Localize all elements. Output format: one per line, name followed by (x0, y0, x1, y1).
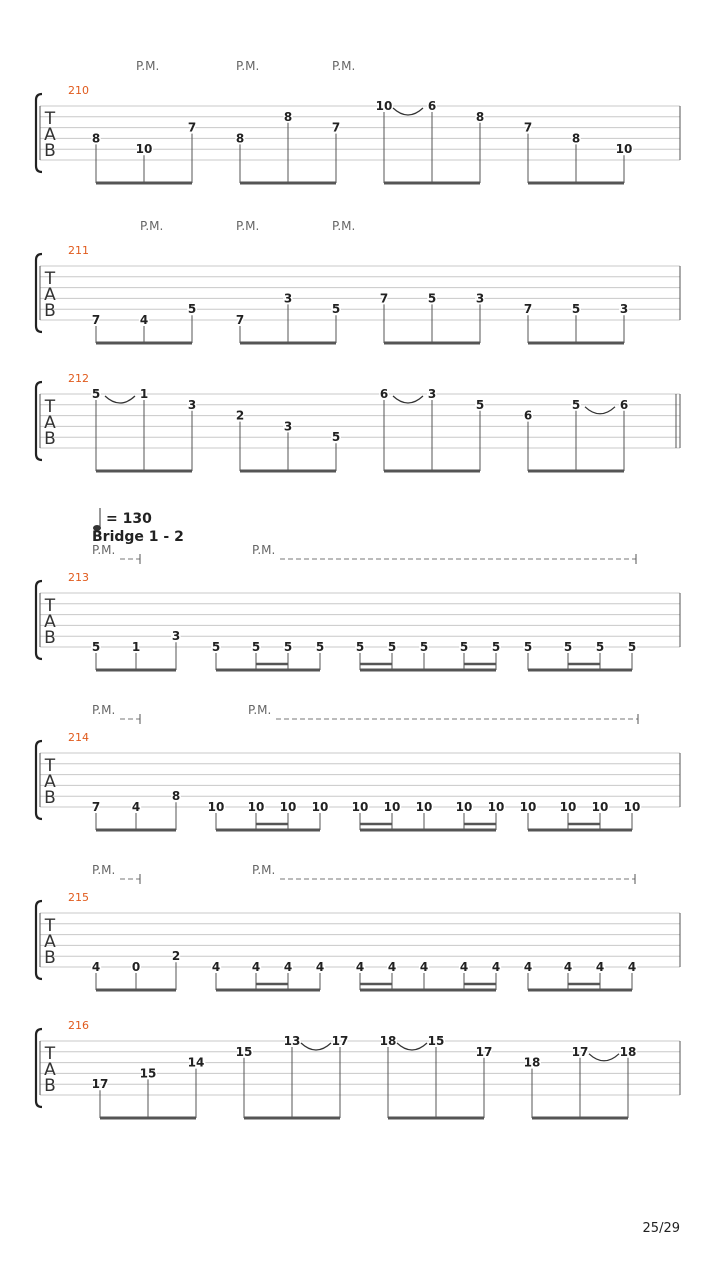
tab-clef-letter: B (44, 948, 56, 968)
fret-number: 10 (135, 142, 153, 157)
fret-number: 13 (283, 1034, 301, 1048)
fret-number: 5 (563, 640, 573, 654)
tab-clef-letter: T (44, 1044, 56, 1064)
palm-mute-label: P.M. (140, 219, 164, 233)
fret-number: 4 (315, 960, 325, 974)
tab-clef-letter: T (44, 596, 56, 616)
fret-number: 4 (491, 960, 501, 974)
fret-number: 3 (619, 302, 629, 317)
measure-number: 216 (68, 1019, 89, 1032)
fret-number: 5 (387, 640, 397, 654)
fret-number: 10 (383, 800, 401, 814)
palm-mute-label: P.M. (92, 543, 116, 557)
fret-number: 7 (523, 302, 533, 317)
fret-number: 3 (475, 291, 485, 306)
tempo-marking: = 130 (106, 511, 152, 527)
palm-mute-label: P.M. (332, 59, 356, 73)
fret-number: 5 (595, 640, 605, 654)
fret-number: 6 (523, 408, 533, 423)
fret-number: 1 (131, 640, 141, 654)
fret-number: 5 (427, 291, 437, 306)
fret-number: 4 (283, 960, 293, 974)
fret-number: 4 (251, 960, 261, 974)
fret-number: 10 (487, 800, 505, 814)
fret-number: 10 (351, 800, 369, 814)
fret-number: 4 (523, 960, 533, 974)
section-label: Bridge 1 - 2 (92, 529, 184, 545)
page-number: 25/29 (642, 1221, 680, 1236)
fret-number: 5 (211, 640, 221, 654)
fret-number: 8 (571, 131, 581, 146)
fret-number: 5 (283, 640, 293, 654)
fret-number: 7 (523, 120, 533, 135)
tab-clef-letter: B (44, 141, 56, 161)
tie-arc (301, 1043, 331, 1050)
fret-number: 5 (419, 640, 429, 654)
fret-number: 3 (187, 397, 197, 412)
fret-number: 10 (311, 800, 329, 814)
fret-number: 4 (595, 960, 605, 974)
fret-number: 5 (91, 387, 101, 401)
fret-number: 10 (559, 800, 577, 814)
fret-number: 14 (187, 1055, 205, 1070)
tie-arc (589, 1054, 619, 1061)
fret-number: 18 (619, 1044, 637, 1059)
fret-number: 3 (283, 419, 293, 434)
fret-number: 4 (563, 960, 573, 974)
tab-clef-letter: B (44, 628, 56, 648)
fret-number: 4 (211, 960, 221, 974)
palm-mute-label: P.M. (252, 543, 276, 557)
fret-number: 3 (283, 291, 293, 306)
tie-arc (585, 407, 615, 414)
fret-number: 5 (627, 640, 637, 654)
palm-mute-label: P.M. (136, 59, 160, 73)
fret-number: 5 (355, 640, 365, 654)
tie-arc (393, 396, 423, 403)
fret-number: 10 (455, 800, 473, 814)
fret-number: 7 (187, 120, 197, 135)
tab-clef-letter: A (44, 612, 56, 632)
tab-clef-letter: A (44, 285, 56, 305)
fret-number: 4 (131, 800, 141, 814)
fret-number: 15 (427, 1034, 445, 1048)
fret-number: 10 (591, 800, 609, 814)
tab-clef-letter: T (44, 756, 56, 776)
fret-number: 17 (571, 1044, 589, 1059)
tab-clef-letter: B (44, 429, 56, 449)
fret-number: 5 (315, 640, 325, 654)
fret-number: 10 (623, 800, 641, 814)
fret-number: 17 (91, 1077, 109, 1092)
fret-number: 10 (519, 800, 537, 814)
fret-number: 5 (331, 302, 341, 317)
fret-number: 3 (171, 629, 181, 644)
palm-mute-label: P.M. (236, 219, 260, 233)
fret-number: 10 (207, 800, 225, 814)
fret-number: 2 (235, 408, 245, 423)
tab-clef-letter: A (44, 772, 56, 792)
fret-number: 6 (379, 387, 389, 401)
fret-number: 7 (331, 120, 341, 135)
fret-number: 7 (91, 800, 101, 814)
fret-number: 7 (235, 313, 245, 327)
fret-number: 5 (91, 640, 101, 654)
fret-number: 5 (523, 640, 533, 654)
fret-number: 8 (475, 109, 485, 124)
fret-number: 5 (459, 640, 469, 654)
tab-clef-letter: T (44, 916, 56, 936)
palm-mute-label: P.M. (92, 703, 116, 717)
measure-number: 212 (68, 372, 89, 385)
fret-number: 8 (235, 131, 245, 146)
fret-number: 5 (571, 397, 581, 412)
palm-mute-label: P.M. (236, 59, 260, 73)
tab-clef-letter: A (44, 413, 56, 433)
fret-number: 17 (475, 1044, 493, 1059)
fret-number: 6 (619, 397, 629, 412)
tie-arc (393, 108, 423, 115)
measure-number: 213 (68, 571, 89, 584)
fret-number: 17 (331, 1034, 349, 1048)
tab-clef-letter: T (44, 109, 56, 129)
fret-number: 5 (331, 430, 341, 445)
palm-mute-label: P.M. (252, 863, 276, 877)
tab-clef-letter: A (44, 1060, 56, 1080)
fret-number: 3 (427, 387, 437, 401)
measure-number: 215 (68, 891, 89, 904)
palm-mute-label: P.M. (92, 863, 116, 877)
measure-number: 210 (68, 84, 89, 97)
fret-number: 4 (459, 960, 469, 974)
palm-mute-label: P.M. (248, 703, 272, 717)
fret-number: 6 (427, 99, 437, 113)
fret-number: 10 (375, 99, 393, 113)
palm-mute-label: P.M. (332, 219, 356, 233)
fret-number: 10 (615, 142, 633, 157)
fret-number: 10 (247, 800, 265, 814)
tab-clef-letter: B (44, 301, 56, 321)
tab-clef-letter: B (44, 788, 56, 808)
fret-number: 4 (91, 960, 101, 974)
tie-arc (397, 1043, 427, 1050)
tie-arc (105, 396, 135, 403)
fret-number: 8 (171, 789, 181, 804)
fret-number: 5 (251, 640, 261, 654)
fret-number: 4 (419, 960, 429, 974)
fret-number: 18 (523, 1055, 541, 1070)
fret-number: 8 (91, 131, 101, 146)
fret-number: 15 (235, 1044, 253, 1059)
fret-number: 5 (475, 397, 485, 412)
measure-number: 214 (68, 731, 89, 744)
fret-number: 5 (187, 302, 197, 317)
measure-number: 211 (68, 244, 89, 257)
tab-clef-letter: B (44, 1076, 56, 1096)
fret-number: 4 (387, 960, 397, 974)
fret-number: 1 (139, 387, 149, 401)
fret-number: 4 (355, 960, 365, 974)
fret-number: 5 (571, 302, 581, 317)
tab-clef-letter: A (44, 125, 56, 145)
fret-number: 18 (379, 1034, 397, 1048)
fret-number: 10 (415, 800, 433, 814)
fret-number: 15 (139, 1066, 157, 1081)
tab-clef-letter: A (44, 932, 56, 952)
fret-number: 2 (171, 949, 181, 964)
fret-number: 10 (279, 800, 297, 814)
fret-number: 5 (491, 640, 501, 654)
tab-clef-letter: T (44, 269, 56, 289)
fret-number: 7 (91, 313, 101, 327)
fret-number: 0 (131, 960, 141, 974)
fret-number: 7 (379, 291, 389, 306)
fret-number: 4 (627, 960, 637, 974)
tab-clef-letter: T (44, 397, 56, 417)
fret-number: 8 (283, 109, 293, 124)
fret-number: 4 (139, 313, 149, 327)
